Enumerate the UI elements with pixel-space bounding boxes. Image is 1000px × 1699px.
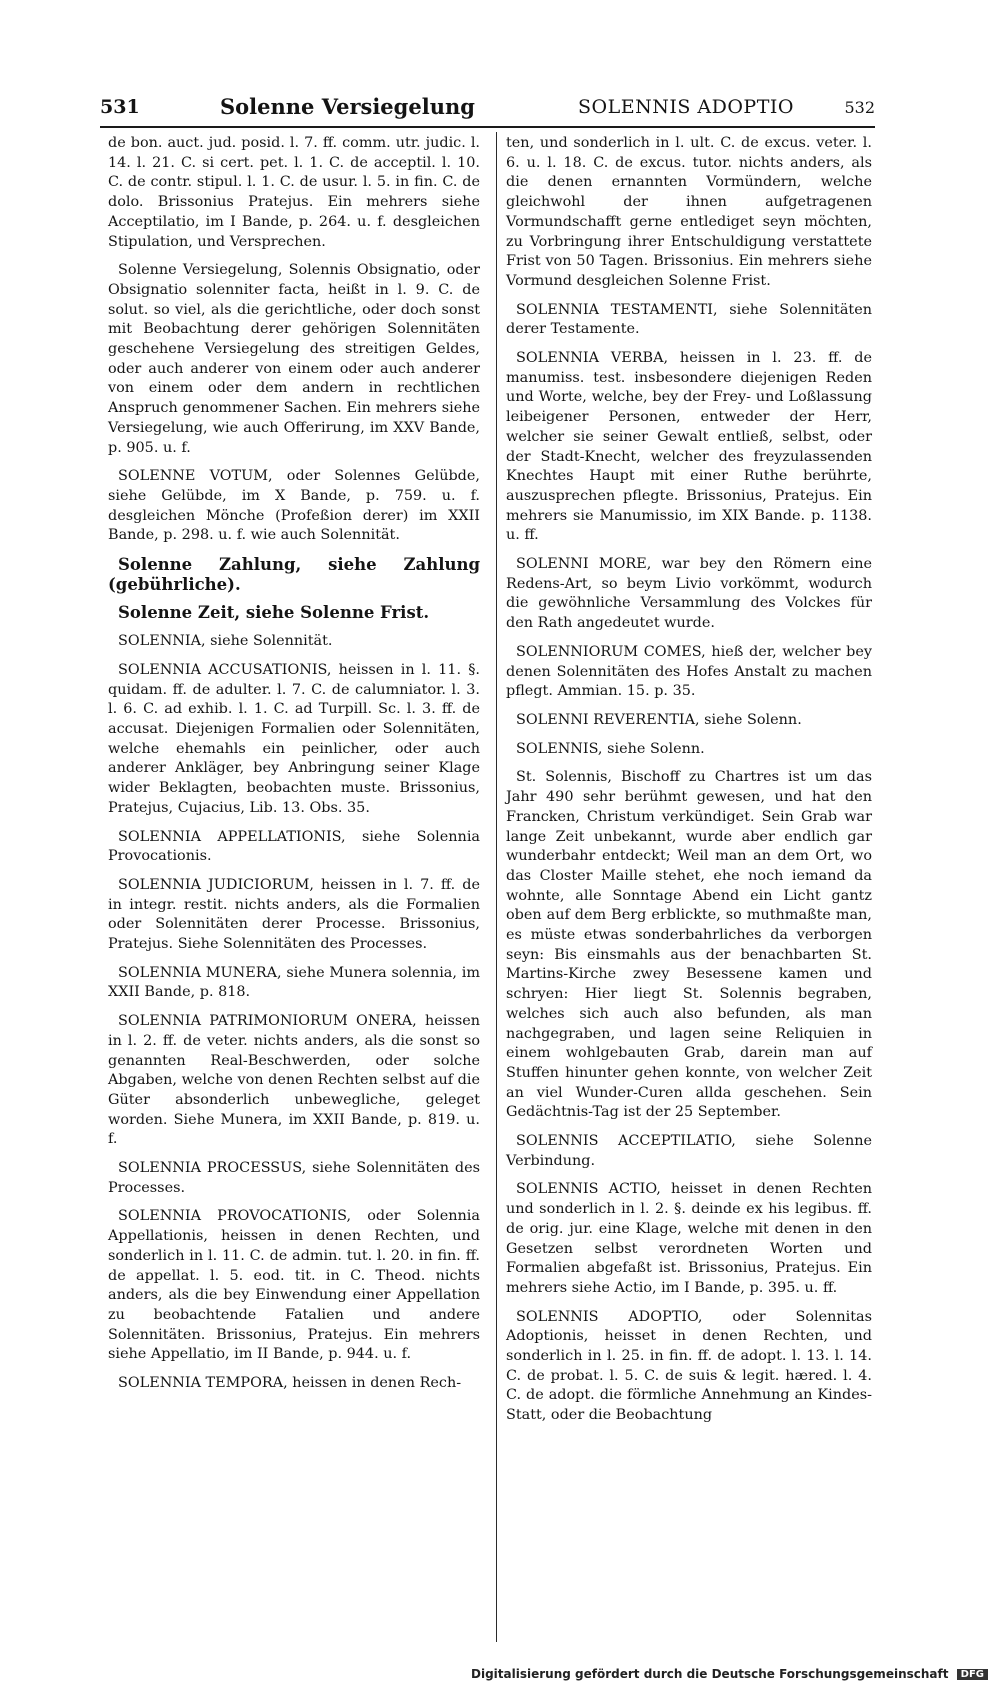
entry: ten, und sonderlich in l. ult. C. de excus. veter. l. 6. u. l. 18. C. de excus. tutor. nichts anders, als die denen ernannten Vormündern, welche gleichwohl der ihnen aufgetragenen Vormundschafft gerne entlediget seyn möchten, zu Vorbringung ihrer Entschuldigung verstattete Frist von 50 Tagen. Brissonius. Ein mehrers siehe Vormund desgleichen Solenne Frist. bbox=[506, 135, 872, 289]
page-number-left: 531 bbox=[100, 96, 140, 118]
entry: SOLENNIA ACCUSATIONIS, heissen in l. 11. §. quidam. ff. de adulter. l. 7. C. de calumniator. l. 3. l. 6. C. ad exhib. l. 1. C. ad Turpill. Sc. l. 3. ff. de accusat. Diejenigen Formalien oder Solennitäten, welche ehemahls ein peinlicher, oder auch anderer Ankläger, bey Anbringung seiner Klage wider Beklagten, beobachten muste. Brissonius, Pratejus, Cujacius, Lib. 13. Obs. 35. bbox=[108, 661, 480, 816]
running-head-right: SOLENNIS ADOPTIO bbox=[578, 96, 794, 118]
entry: SOLENNIS, siehe Solenn. bbox=[516, 740, 705, 757]
entry: SOLENNIA APPELLATIONIS, siehe Solennia Provocationis. bbox=[108, 828, 480, 865]
column-divider bbox=[496, 132, 497, 1642]
entry: SOLENNIS ACTIO, heisset in denen Rechten und sonderlich in l. 2. §. deinde ex his legibus. ff. de orig. jur. eine Klage, welche mit denen in den Gesetzen selbst verordneten Worten und Formalien abgefaßt ist. Brissonius, Pratejus. Ein mehrers siehe Actio, im I Bande, p. 395. u. ff. bbox=[506, 1181, 872, 1296]
digitization-credit bbox=[471, 1667, 988, 1681]
dfg-logo: DFG bbox=[957, 1669, 988, 1680]
header-rule bbox=[100, 126, 875, 128]
entry: Solenne Zeit, siehe Solenne Frist. bbox=[118, 603, 430, 623]
left-column bbox=[108, 134, 480, 1403]
entry: Solenne Zahlung, siehe Zahlung (gebührliche). bbox=[108, 555, 480, 594]
credit-text: Digitalisierung gefördert durch die Deutsche Forschungsgemeinschaft bbox=[471, 1667, 949, 1681]
right-column bbox=[506, 134, 872, 1435]
entry: SOLENNE VOTUM, oder Solennes Gelübde, siehe Gelübde, im X Bande, p. 759. u. f. desgleichen Mönche (Profeßion derer) im XXII Bande, p. 298. u. f. wie auch Solennität. bbox=[108, 468, 480, 544]
page-header bbox=[100, 92, 875, 126]
entry: SOLENNIA VERBA, heissen in l. 23. ff. de manumiss. test. insbesondere diejenigen Reden und Worte, welche, bey der Frey- und Loßlassung leibeigener Personen, entweder der Herr, welcher sie seiner Gewalt entließ, selbst, oder der Stadt-Knecht, welcher des freyzulassenden Knechtes Haupt mit einer Ruthe berührte, auszusprechen pflegte. Brissonius, Pratejus. Ein mehrers sie Manumissio, im XIX Bande. p. 1138. u. ff. bbox=[506, 350, 872, 544]
entry: de bon. auct. jud. posid. l. 7. ff. comm. utr. judic. l. 14. l. 21. C. si cert. pet. l. 1. C. de acceptil. l. 10. C. de contr. stipul. l. 1. C. de usur. l. 5. in fin. C. de dolo. Brissonius Pratejus. Ein mehrers siehe Acceptilatio, im I Bande, p. 264. u. f. desgleichen Stipulation, und Versprechen. bbox=[108, 135, 480, 250]
entry: SOLENNIA TEMPORA, heissen in denen Rech- bbox=[118, 1375, 462, 1392]
entry: SOLENNIORUM COMES, hieß der, welcher bey denen Solennitäten des Hofes Anstalt zu machen pflegt. Ammian. 15. p. 35. bbox=[506, 643, 872, 700]
entry: SOLENNIS ADOPTIO, oder Solennitas Adoptionis, heisset in denen Rechten, und sonderlich in l. 25. in fin. ff. de adopt. l. 13. l. 14. C. de probat. l. 5. C. de suis & legit. hæred. l. 4. C. de adopt. die förmliche Annehmung an Kindes-Statt, oder die Beobachtung bbox=[506, 1308, 872, 1424]
entry: SOLENNIS ACCEPTILATIO, siehe Solenne Verbindung. bbox=[506, 1133, 872, 1169]
entry: SOLENNIA TESTAMENTI, siehe Solennitäten derer Testamente. bbox=[506, 301, 872, 338]
page-number-right: 532 bbox=[844, 98, 875, 117]
entry: SOLENNI REVERENTIA, siehe Solenn. bbox=[516, 711, 802, 728]
entry: SOLENNIA PATRIMONIORUM ONERA, heissen in l. 2. ff. de veter. nichts anders, als die sonst so genannten Real-Beschwerden, oder solche Abgaben, welche von denen Rechten selbst auf die Güter absonderlich unbewegliche, geleget worden. Siehe Munera, im XXII Bande, p. 819. u. f. bbox=[108, 1013, 480, 1148]
entry: SOLENNIA JUDICIORUM, heissen in l. 7. ff. de in integr. restit. nichts anders, als die Formalien oder Solennitäten derer Processe. Brissonius, Pratejus. Siehe Solennitäten des Processes. bbox=[108, 876, 480, 953]
entry: Solenne Versiegelung, Solennis Obsignatio, oder Obsignatio solenniter facta, heißt in l. 9. C. de solut. so viel, als die gerichtliche, oder doch sonst mit Beobachtung derer gehörigen Solennitäten geschehene Versiegelung des streitigen Geldes, oder auch anderer von einem oder auch anderer von einem oder dem andern in rechtlichen Anspruch genommener Sachen. Ein mehrers siehe Versiegelung, wie auch Offerirung, im XXV Bande, p. 905. u. f. bbox=[108, 262, 480, 456]
entry: St. Solennis, Bischoff zu Chartres ist um das Jahr 490 sehr berühmt gewesen, und hat den Francken, Christum verkündiget. Sein Grab war lange Zeit unbekannt, wurde aber endlich gar wunderbahr entdeckt; Weil man an dem Ort, wo das Closter Maille stehet, ehe noch iemand da wohnte, alle Sonntage Abend ein Licht gantz oben auf dem Berg erblickte, so muthmaßte man, es müste etwas sonderbahrliches da verborgen seyn: Bis einsmahls aus der benachbarten St. Martins-Kirche zwey Besessene kamen und schryen: Hier liegt St. Solennis begraben, welches sich auch also befunden, als man nachgegraben, und lagen seine Reliquien in einem wohlgebauten Grab, darein man auf Stuffen hinunter gehen konnte, von welcher Zeit an viel Wunder-Curen allda geschehen. Sein Gedächtnis-Tag ist der 25 September. bbox=[506, 769, 872, 1121]
entry: SOLENNIA PROVOCATIONIS, oder Solennia Appellationis, heissen in denen Rechten, und sonderlich in l. 11. C. de admin. tut. l. 20. in fin. ff. de appellat. l. 5. eod. tit. in C. Theod. nichts anders, als die bey Einwendung einer Appellation zu beobachtende Fatalien und andere Solennitäten. Brissonius, Pratejus. Ein mehrers siehe Appellatio, im II Bande, p. 944. u. f. bbox=[108, 1208, 480, 1363]
entry: SOLENNI MORE, war bey den Römern eine Redens-Art, so beym Livio vorkömmt, wodurch die gewöhnliche Versammlung des Volckes für den Rath angedeutet wurde. bbox=[506, 556, 872, 632]
entry: SOLENNIA PROCESSUS, siehe Solennitäten des Processes. bbox=[108, 1160, 480, 1196]
entry: SOLENNIA MUNERA, siehe Munera solennia, im XXII Bande, p. 818. bbox=[108, 964, 480, 1001]
entry: SOLENNIA, siehe Solennität. bbox=[118, 633, 333, 650]
running-head-left: Solenne Versiegelung bbox=[220, 94, 475, 119]
